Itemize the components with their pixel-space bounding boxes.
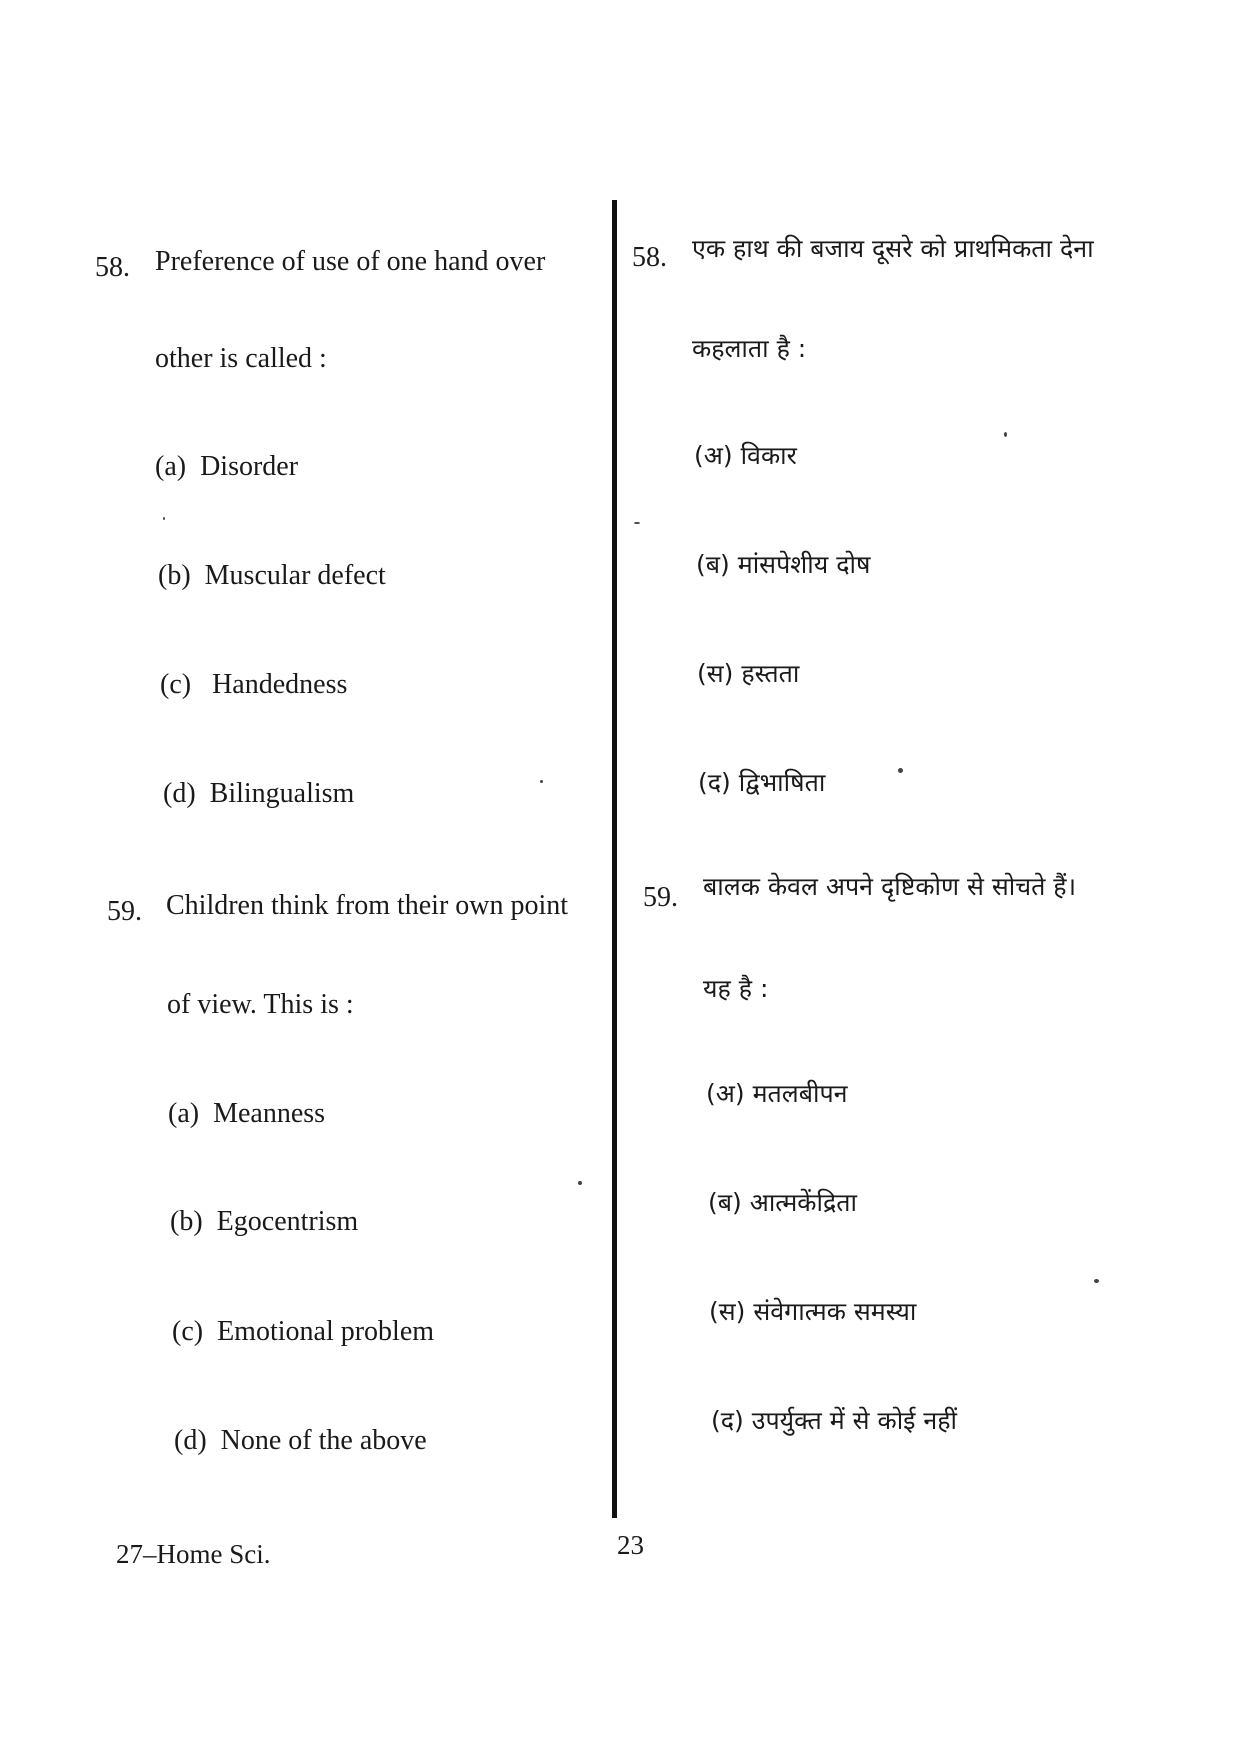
option-text: आत्मकेंद्रिता xyxy=(749,1188,857,1217)
option-text: Emotional problem xyxy=(217,1316,435,1347)
option-label: (b) xyxy=(170,1206,203,1237)
question-text-line2: यह है : xyxy=(703,974,769,1003)
option-text: उपर्युक्त में से कोई नहीं xyxy=(751,1406,958,1435)
option-c[interactable] xyxy=(709,1299,916,1324)
scan-speck xyxy=(540,780,543,783)
option-label: (c) xyxy=(160,669,192,700)
option-text: Disorder xyxy=(200,451,299,482)
scan-speck xyxy=(898,768,903,773)
question-number: 59. xyxy=(107,896,142,927)
option-label: (c) xyxy=(172,1316,204,1347)
scan-speck xyxy=(634,522,640,524)
option-label: (a) xyxy=(155,451,187,482)
option-label: (स) xyxy=(697,659,734,688)
question-number: 59. xyxy=(643,882,678,913)
option-text: मांसपेशीय दोष xyxy=(737,550,871,579)
option-c[interactable] xyxy=(697,661,799,686)
option-text: Bilingualism xyxy=(209,778,355,809)
option-text: Meanness xyxy=(213,1098,326,1129)
question-text-line2: of view. This is : xyxy=(167,989,354,1020)
option-a[interactable] xyxy=(168,1100,325,1128)
option-label: (द) xyxy=(711,1406,744,1435)
question-text-line1: एक हाथ की बजाय दूसरे को प्राथमिकता देना xyxy=(692,234,1094,263)
option-text: हस्तता xyxy=(741,659,800,688)
scan-speck xyxy=(1094,1279,1099,1283)
scan-speck xyxy=(163,517,165,520)
option-text: Muscular defect xyxy=(204,560,386,591)
option-b[interactable] xyxy=(158,562,386,590)
question-text-line2: other is called : xyxy=(155,343,327,374)
question-number: 58. xyxy=(95,252,130,283)
option-label: (d) xyxy=(163,778,196,809)
option-text: संवेगात्मक समस्या xyxy=(753,1297,917,1326)
question-text-line1: बालक केवल अपने दृष्टिकोण से सोचते हैं। xyxy=(703,872,1077,901)
option-label: (द) xyxy=(698,768,731,797)
option-c[interactable] xyxy=(172,1318,434,1346)
option-b[interactable] xyxy=(696,552,870,577)
option-c[interactable] xyxy=(160,671,347,699)
column-divider xyxy=(612,200,617,1518)
option-b[interactable] xyxy=(170,1208,358,1236)
question-number: 58. xyxy=(632,242,667,273)
option-b[interactable] xyxy=(708,1190,857,1215)
option-label: (स) xyxy=(709,1297,746,1326)
option-a[interactable] xyxy=(706,1081,848,1106)
option-text: Handedness xyxy=(212,669,348,700)
option-text: None of the above xyxy=(220,1425,427,1456)
option-label: (ब) xyxy=(696,550,730,579)
option-label: (अ) xyxy=(706,1079,745,1108)
option-label: (ब) xyxy=(708,1188,742,1217)
scan-speck xyxy=(578,1181,582,1185)
page-number: 23 xyxy=(617,1530,644,1560)
option-d[interactable] xyxy=(163,780,354,808)
option-label: (d) xyxy=(174,1425,207,1456)
option-label: (अ) xyxy=(694,441,733,470)
option-a[interactable] xyxy=(155,453,298,481)
question-text-line2: कहलाता है : xyxy=(692,334,807,363)
question-text-line1: Children think from their own point xyxy=(166,890,569,921)
option-text: द्विभाषिता xyxy=(738,768,826,797)
option-text: Egocentrism xyxy=(216,1206,359,1237)
option-label: (b) xyxy=(158,560,191,591)
option-d[interactable] xyxy=(174,1427,427,1455)
option-d[interactable] xyxy=(698,770,825,795)
option-a[interactable] xyxy=(694,443,797,468)
option-label: (a) xyxy=(168,1098,200,1129)
option-text: मतलबीपन xyxy=(752,1079,848,1108)
paper-code: 27–Home Sci. xyxy=(116,1539,271,1569)
option-text: विकार xyxy=(740,441,797,470)
option-d[interactable] xyxy=(711,1408,957,1433)
question-text-line1: Preference of use of one hand over xyxy=(155,246,546,277)
scan-speck xyxy=(1004,432,1007,437)
